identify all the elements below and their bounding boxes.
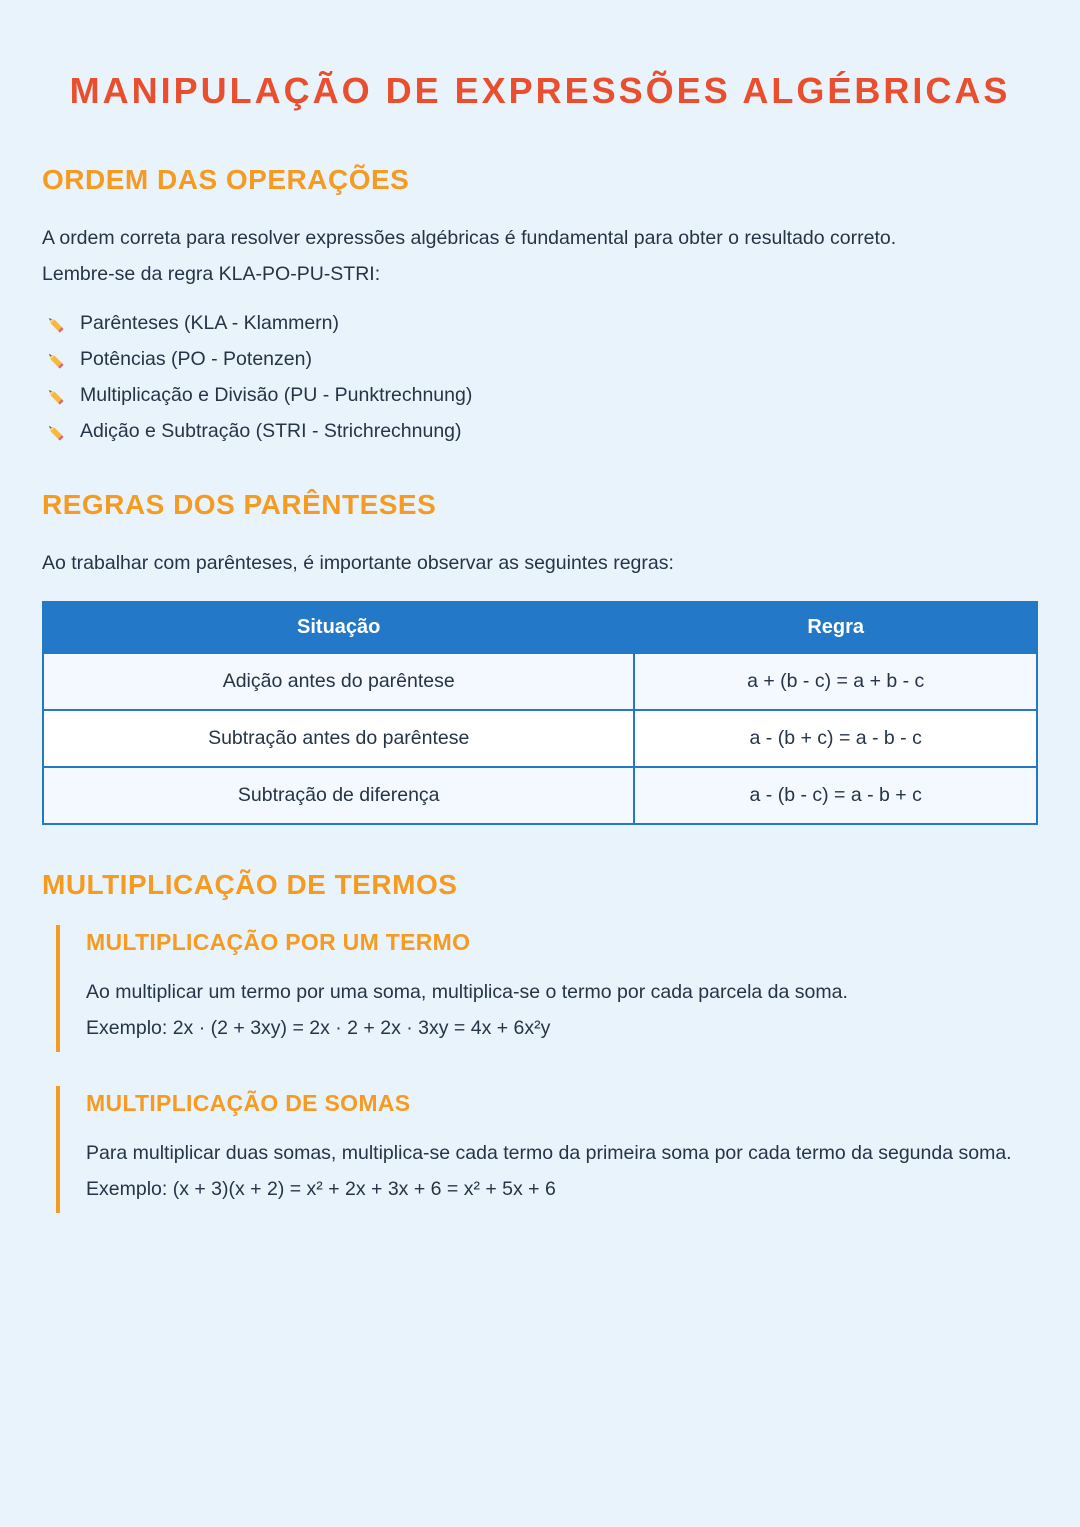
section-heading-multiplicacao: MULTIPLICAÇÃO DE TERMOS [42,869,458,901]
table-row [43,710,1037,767]
section-multiplicacao-de-termos [42,869,1038,1213]
regras-intro-paragraph: Ao trabalhar com parênteses, é importante observar as seguintes regras: [42,552,674,575]
table-cell-regra: a - (b - c) = a - b + c [634,767,1037,824]
list-item [44,420,1038,443]
ordem-intro-paragraph [42,220,1022,292]
list-item [44,384,1038,407]
list-item-label: Multiplicação e Divisão (PU - Punktrechnung) [80,384,473,407]
callout-heading: MULTIPLICAÇÃO POR UM TERMO [86,929,471,956]
parentheses-rules-table [42,601,1038,825]
order-rules-list [44,312,1038,443]
section-ordem-das-operacoes [42,164,1038,443]
list-item-label: Potências (PO - Potenzen) [80,348,312,371]
table-header-situacao: Situação [43,602,634,653]
section-heading-ordem: ORDEM DAS OPERAÇÕES [42,164,410,195]
list-item [44,348,1038,371]
table-cell-situacao: Subtração antes do parêntese [43,710,634,767]
callout-body: Para multiplicar duas somas, multiplica-se cada termo da primeira soma por cada termo da segunda soma. [86,1142,1012,1165]
pencil-icon [44,313,66,335]
table-cell-regra: a - (b + c) = a - b - c [634,710,1037,767]
callout-example: Exemplo: (x + 3)(x + 2) = x² + 2x + 3x + 6 = x² + 5x + 6 [86,1178,556,1201]
table-row [43,767,1037,824]
table-cell-situacao: Adição antes do parêntese [43,653,634,710]
callout-heading: MULTIPLICAÇÃO DE SOMAS [86,1090,411,1117]
callout-multiplicacao-por-um-termo [56,925,1038,1052]
section-heading-regras: REGRAS DOS PARÊNTESES [42,489,437,521]
section-regras-dos-parenteses [42,489,1038,825]
ordem-intro-line2: Lembre-se da regra KLA-PO-PU-STRI: [42,263,381,286]
pencil-icon [44,349,66,371]
pencil-icon [44,385,66,407]
table-cell-situacao: Subtração de diferença [43,767,634,824]
list-item-label: Adição e Subtração (STRI - Strichrechnung) [80,420,462,443]
callout-example: Exemplo: 2x · (2 + 3xy) = 2x · 2 + 2x · 3xy = 4x + 6x²y [86,1017,551,1040]
callout-body: Ao multiplicar um termo por uma soma, multiplica-se o termo por cada parcela da soma. [86,981,848,1004]
table-header-row [43,602,1037,653]
pencil-icon [44,421,66,443]
table-cell-regra: a + (b - c) = a + b - c [634,653,1037,710]
ordem-intro-line1: A ordem correta para resolver expressões algébricas é fundamental para obter o resultado correto. [42,227,897,249]
list-item-label: Parênteses (KLA - Klammern) [80,312,340,335]
list-item [44,312,1038,335]
callout-text [86,974,1038,1046]
callout-text [86,1135,1038,1207]
table-header-regra: Regra [634,602,1037,653]
callout-multiplicacao-de-somas [56,1086,1038,1213]
table-row [43,653,1037,710]
page-title: MANIPULAÇÃO DE EXPRESSÕES ALGÉBRICAS [69,70,1011,111]
